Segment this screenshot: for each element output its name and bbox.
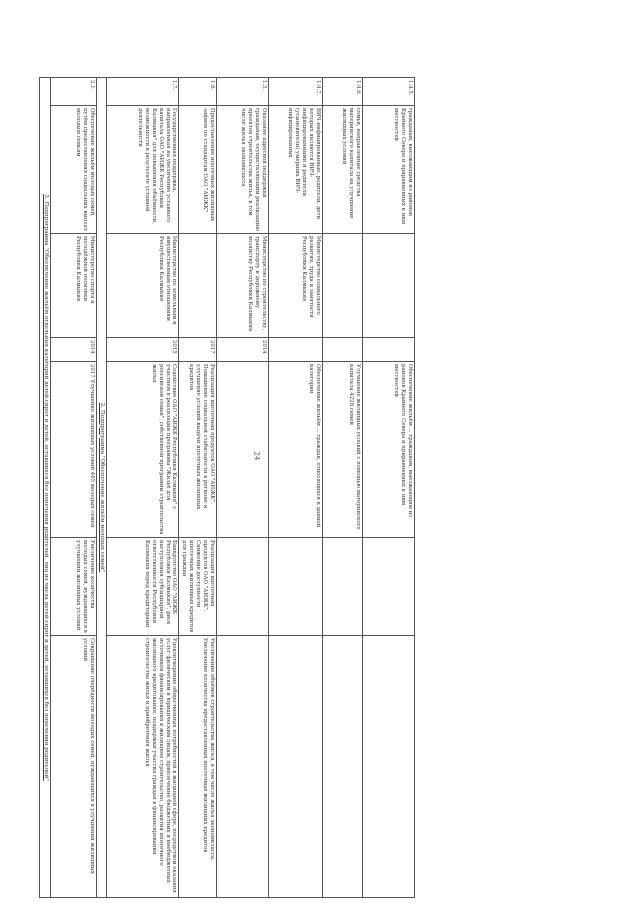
table-row [51,78,97,898]
row-number: 1.4.7. [269,78,323,106]
measure-cell: Государственная поддержка, направленная на увеличение уставного капитала ОАО "АИЖК Республики Калмыкия" для повышения объёмности, возможности в результате уставной деятельности [107,106,179,234]
section-3-header-row [40,78,51,898]
effect-cell [269,538,323,636]
year-cell [363,338,415,362]
executor-cell [323,234,363,338]
table-row [363,78,415,898]
result-cell [323,636,363,898]
content-cell [217,362,269,538]
executor-cell: Министерство по земельным и имущественным отношениям Республики Калмыкия [107,234,179,338]
effect-cell [323,538,363,636]
table-rotation [43,77,415,897]
content-cell: Реализация ипотечных продуктов ОАО "АИЖК". Повышение социальной стабильности в регионе и улучшение условий выдачи ипотечных жилищных кредитов [179,362,217,538]
effect-cell [363,538,415,636]
result-cell [363,636,415,898]
section-2-title: 2. Подпрограмма "Обеспечение жильём молодых семей" [97,78,107,898]
content-cell: Содействие ОАО "АИЖК Республики Калмыкия" с участием в реализации программы "Жильё для российской семьи", собственной программы строительства жилья [107,362,179,538]
result-cell [217,636,269,898]
section-2-header-row [97,78,107,898]
table-row [269,78,323,898]
row-number: 1.6. [179,78,217,106]
executor-cell: Министерство по строительству, транспорту и дорожному хозяйству Республики Калмыкия [217,234,269,338]
table-row [107,78,179,898]
rotated-page [43,77,415,897]
content-text: Улучшение жилищных условий 465 молодых семей [89,379,96,528]
row-number: 2.1. [51,78,97,106]
year-cell [323,338,363,362]
measure-cell: ВИЧ-инфицированные, родители, дети которых являются ВИЧ-инфицированными и родители (усыновители) умерших ВИЧ-инфицированных [269,106,323,234]
year-cell [51,338,97,362]
effect-cell: Реализация ипотечных продуктов ОАО "АИЖК". Снижение доступности ипотечных жилищных кредитов для граждан [179,538,217,636]
content-cell: Обеспечение жильём ... граждан, относящихся к данной категории [269,362,323,538]
executor-cell [179,234,217,338]
year-cell: 2017 [179,338,217,362]
page-number: 24 [252,451,261,461]
result-cell [269,636,323,898]
content-cell [51,362,97,538]
year-cell: 2014 [217,338,269,362]
row-number: 1.7. [107,78,179,106]
measure-cell: Обеспечение жильём молодых семей, путём предоставления социальных выплат молодым семьям [51,106,97,234]
year-end: 2017 [89,364,96,378]
table-row [217,78,269,898]
measure-cell: семьи, направленные средства материнского капитала на улучшение жилищных условий [323,106,363,234]
result-cell: Сокращение очерёдности молодых семей, нуждающихся в улучшении жилищных условий [51,636,97,898]
result-cell: Удовлетворение общественных потребностей в жилищной сфере, посредством оказания услуг физическим и юридическим лицам, привлечение бюджетных и внебюджетных источников финансирования в жилищное строительство, развития ипотечного жилищного кредитования, поддержки участия граждан в финансировании строительства жилья и приобретения жилья [107,636,179,898]
content-cell: Улучшение жилищных условий с помощью материнского капитала 4228 семей [323,362,363,538]
measure-cell: гражданам, выезжающим из районов Крайнего Севера и приравненных к ним местностей [363,106,415,234]
effect-cell: Увеличение количества молодых семей, нуждающихся в улучшении жилищных условий [51,538,97,636]
program-table [39,77,415,898]
result-cell: Увеличение объёмов строительства жилья, в том числе жилья экономкласса. Увеличение количества предоставленных ипотечных жилищных кредитов [179,636,217,898]
table-row [179,78,217,898]
row-number: 1.4.6. [323,78,363,106]
year-cell: 2015 [107,338,179,362]
year-cell [269,338,323,362]
executor-cell: Министерство спорта и молодёжной политики Республики Калмыкия [51,234,97,338]
measure-cell: Предоставление ипотечных жилищных займов по стандартам ОАО "АИЖК" [179,106,217,234]
year-start: 2014 [89,340,96,354]
effect-cell: Банкротство ОАО "АИЖК Республики Калмыкия", риск наступления субсидиарной ответственности Республики Калмыкия перед кредиторами [107,538,179,636]
section-3-title: 3. Подпрограмма "Обеспечение жильём отдельных категорий детей-сирот и детей, оставшихся без попечения родителей, лиц из числа детей-сирот и детей, оставшихся без попечения родителей" [40,78,51,898]
row-number: 1.5. [217,78,269,106]
content-cell: Обеспечение жильём ... гражданам, выезжающим из районов Крайнего Севера и приравненных к ним местностей [363,362,415,538]
row-number: 1.4.5. [363,78,415,106]
effect-cell [217,538,269,636]
executor-cell: Министерство социального развития, труда и занятости Республики Калмыкия [269,234,323,338]
measure-cell: Оказание адресной поддержки гражданам, осуществляющим реализацию проектов строительства жилья, в том числе жилья экономкласса [217,106,269,234]
executor-cell [363,234,415,338]
table-row [323,78,363,898]
